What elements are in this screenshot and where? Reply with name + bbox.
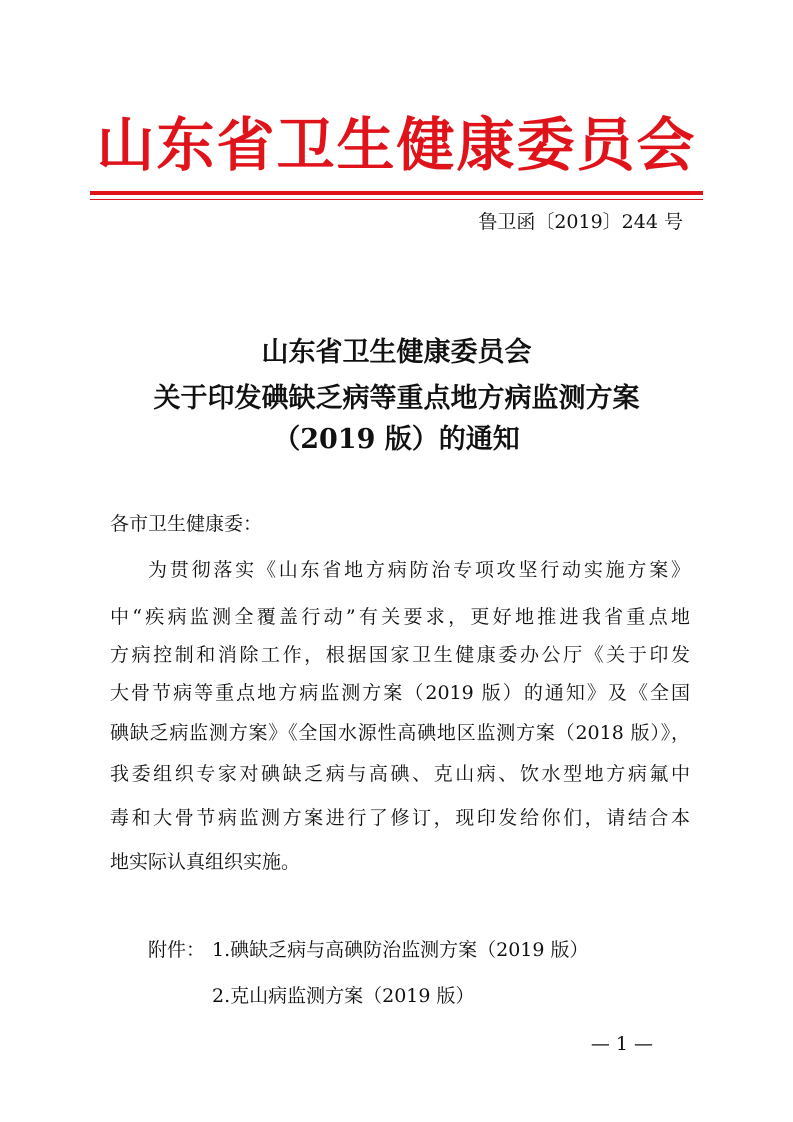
document-title-line-3: （2019 版）的通知 [273,424,520,455]
paragraph-line: 碘缺乏病监测方案》《全国水源性高碘地区监测方案（2018 版）》， [110,722,690,744]
attachments-label: 附件： [148,939,206,961]
header-divider-thick [90,191,703,195]
document-title-line-1: 山东省卫生健康委员会 [261,337,532,368]
paragraph-line: 我委组织专家对碘缺乏病与高碘、克山病、饮水型地方病氟中 [110,763,690,785]
issuing-organization-header: 山东省卫生健康委员会 [96,111,697,179]
document-number: 鲁卫函〔2019〕244 号 [478,211,683,233]
paragraph-line: 中“疾病监测全覆盖行动”有关要求，更好地推进我省重点地 [110,606,690,628]
paragraph-line: 大骨节病等重点地方病监测方案（2019 版）的通知》及《全国 [110,682,690,704]
salutation: 各市卫生健康委： [110,513,263,535]
page-number: — 1 — [590,1033,653,1055]
attachment-item: 2.克山病监测方案（2019 版） [212,985,475,1007]
attachment-item: 1.碘缺乏病与高碘防治监测方案（2019 版） [212,939,589,961]
header-divider-thin [90,199,703,200]
paragraph-line: 地实际认真组织实施。 [110,851,301,873]
paragraph-line: 毒和大骨节病监测方案进行了修订，现印发给你们，请结合本 [110,807,690,829]
paragraph-line: 为贯彻落实《山东省地方病防治专项攻坚行动实施方案》 [148,559,690,581]
paragraph-line: 方病控制和消除工作，根据国家卫生健康委办公厅《关于印发 [110,644,690,666]
document-title-line-2: 关于印发碘缺乏病等重点地方病监测方案 [153,383,640,414]
